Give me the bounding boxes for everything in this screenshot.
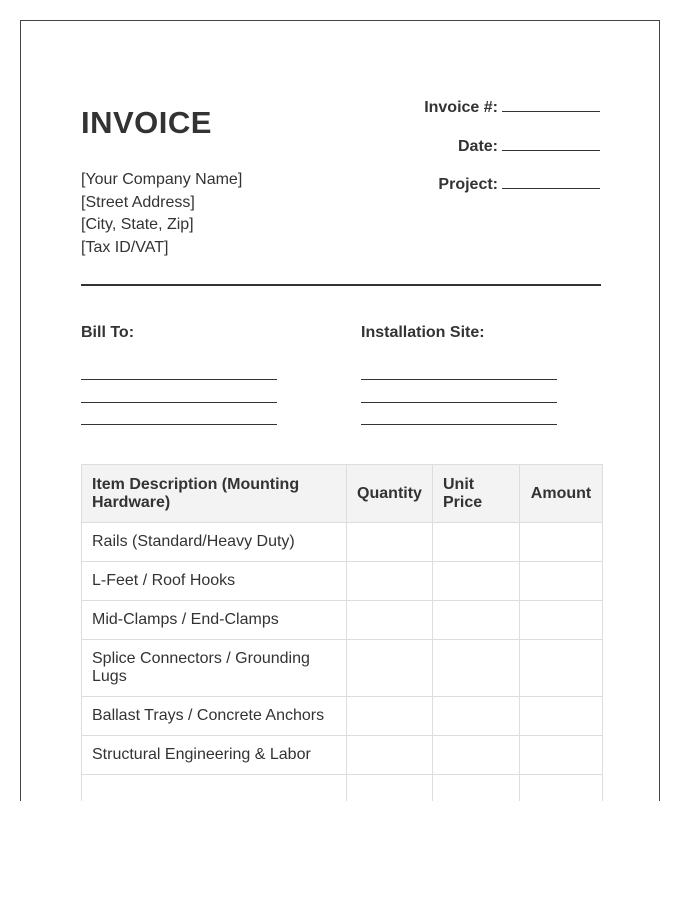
item-unit-price[interactable] <box>433 523 520 562</box>
street-address: [Street Address] <box>81 193 195 211</box>
item-amount[interactable] <box>520 562 603 601</box>
company-info <box>81 169 242 259</box>
project-row <box>424 174 600 213</box>
col-header-unit-price: Unit Price <box>433 465 520 523</box>
item-description: Ballast Trays / Concrete Anchors <box>82 697 347 736</box>
item-description: L-Feet / Roof Hooks <box>82 562 347 601</box>
invoice-meta <box>424 97 600 213</box>
item-quantity[interactable] <box>347 562 433 601</box>
item-quantity[interactable] <box>347 736 433 775</box>
item-description: Rails (Standard/Heavy Duty) <box>82 523 347 562</box>
table-header-row <box>82 465 603 523</box>
invoice-page <box>20 20 660 801</box>
item-quantity[interactable] <box>347 640 433 697</box>
header-divider <box>81 284 601 286</box>
installation-site-line[interactable] <box>361 379 557 380</box>
col-header-description: Item Description (Mounting Hardware) <box>82 465 347 523</box>
table-row <box>82 601 603 640</box>
bill-to-section <box>81 323 281 425</box>
item-quantity[interactable] <box>347 775 433 802</box>
installation-site-line[interactable] <box>361 402 557 403</box>
item-quantity[interactable] <box>347 697 433 736</box>
item-unit-price[interactable] <box>433 562 520 601</box>
item-amount[interactable] <box>520 523 603 562</box>
item-amount[interactable] <box>520 601 603 640</box>
bill-to-line[interactable] <box>81 379 277 380</box>
col-header-amount: Amount <box>520 465 603 523</box>
date-row <box>424 136 600 175</box>
invoice-title: INVOICE <box>81 105 212 140</box>
invoice-number-row <box>424 97 600 136</box>
bill-to-line[interactable] <box>81 402 277 403</box>
installation-site-line[interactable] <box>361 424 557 425</box>
item-amount[interactable] <box>520 697 603 736</box>
table-row <box>82 775 603 802</box>
project-label: Project: <box>438 176 498 193</box>
tax-id: [Tax ID/VAT] <box>81 238 169 256</box>
invoice-number-field[interactable] <box>502 97 600 112</box>
item-amount[interactable] <box>520 640 603 697</box>
table-row <box>82 640 603 697</box>
item-amount[interactable] <box>520 775 603 802</box>
item-unit-price[interactable] <box>433 601 520 640</box>
item-description: Mid-Clamps / End-Clamps <box>82 601 347 640</box>
bill-to-line[interactable] <box>81 424 277 425</box>
item-unit-price[interactable] <box>433 697 520 736</box>
bill-to-heading: Bill To: <box>81 324 135 341</box>
items-table <box>81 464 603 801</box>
city-state-zip: [City, State, Zip] <box>81 216 194 233</box>
item-amount[interactable] <box>520 736 603 775</box>
item-unit-price[interactable] <box>433 640 520 697</box>
table-row <box>82 697 603 736</box>
project-field[interactable] <box>502 174 600 189</box>
item-unit-price[interactable] <box>433 775 520 802</box>
item-unit-price[interactable] <box>433 736 520 775</box>
item-description: Structural Engineering & Labor <box>82 736 347 775</box>
date-field[interactable] <box>502 136 600 151</box>
col-header-quantity: Quantity <box>347 465 433 523</box>
invoice-number-label: Invoice #: <box>424 99 498 116</box>
table-row <box>82 736 603 775</box>
table-row <box>82 562 603 601</box>
company-name: [Your Company Name] <box>81 171 243 188</box>
date-label: Date: <box>457 137 498 155</box>
installation-site-heading: Installation Site: <box>361 324 485 341</box>
item-description: Splice Connectors / Grounding Lugs <box>82 640 347 697</box>
item-quantity[interactable] <box>347 523 433 562</box>
item-description[interactable] <box>82 775 347 802</box>
installation-site-section <box>361 323 561 425</box>
table-row <box>82 523 603 562</box>
item-quantity[interactable] <box>347 601 433 640</box>
